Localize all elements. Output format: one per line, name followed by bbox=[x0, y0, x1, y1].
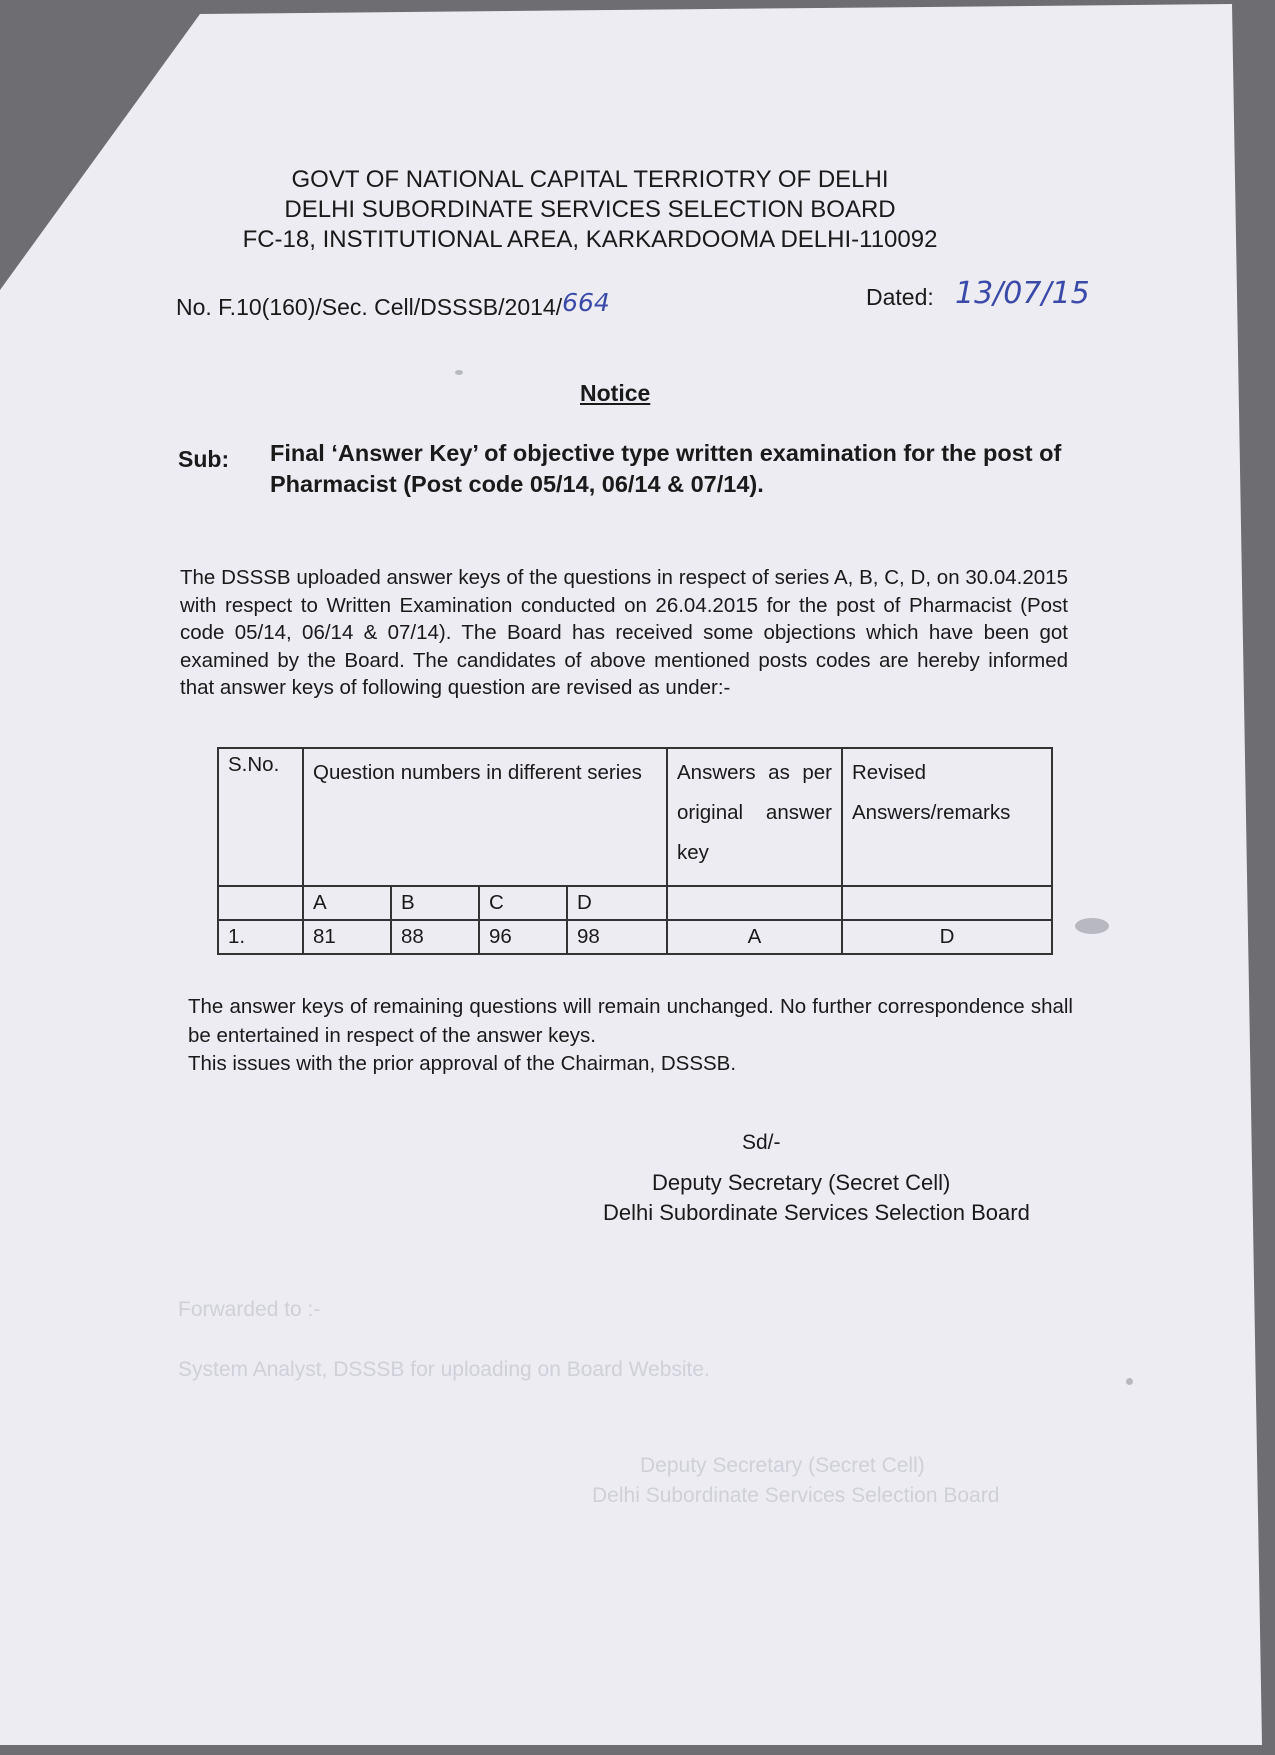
row-c: 96 bbox=[479, 920, 567, 954]
series-d: D bbox=[567, 886, 667, 920]
scan-speck bbox=[455, 370, 463, 375]
reference-number-handwritten: 664 bbox=[562, 288, 610, 317]
scan-speck bbox=[1075, 918, 1109, 934]
body-paragraph: The DSSSB uploaded answer keys of the questions in respect of series A, B, C, D, on 30.04.2015 with respect to Written Examination conducted on 26.04.2015 for the post of Pharmacist (Post code 05/14, 06/14 & 07/14). The Board has received some objections which have been got examined by the Board. The candidates of above mentioned posts codes are hereby informed that answer keys of following question are revised as under:- bbox=[180, 566, 1068, 699]
signature-organization: Delhi Subordinate Services Selection Board bbox=[603, 1200, 1030, 1225]
answer-key-table bbox=[217, 747, 1053, 955]
scan-speck bbox=[1126, 1378, 1133, 1385]
row-d: 98 bbox=[567, 920, 667, 954]
row-original: A bbox=[667, 920, 842, 954]
subject-text: Final ‘Answer Key’ of objective type written examination for the post of Pharmacist (Post code 05/14, 06/14 & 07/14). bbox=[270, 440, 1062, 497]
header-question-numbers: Question numbers in different series bbox=[303, 748, 667, 886]
header-revised: Revised Answers/remarks bbox=[842, 748, 1052, 886]
header-line-2: DELHI SUBORDINATE SERVICES SELECTION BOARD bbox=[284, 196, 896, 223]
table-row bbox=[218, 920, 1052, 954]
signature-sd: Sd/- bbox=[742, 1131, 781, 1154]
subject-label: Sub: bbox=[178, 446, 230, 472]
reference-prefix: No. F.10(160)/Sec. Cell/DSSSB/2014/ bbox=[176, 294, 563, 320]
row-revised: D bbox=[842, 920, 1052, 954]
series-b: B bbox=[391, 886, 479, 920]
bleed-through-designation: Deputy Secretary (Secret Cell) bbox=[640, 1454, 925, 1477]
reference-number bbox=[176, 288, 610, 321]
header-original-answers: Answers as per original answer key bbox=[667, 748, 842, 886]
closing-paragraph bbox=[188, 993, 1073, 1079]
row-b: 88 bbox=[391, 920, 479, 954]
header-sno: S.No. bbox=[218, 748, 303, 886]
bleed-through-system: System Analyst, DSSSB for uploading on Board Website. bbox=[178, 1358, 710, 1381]
table-header-row bbox=[218, 748, 1052, 886]
row-sno: 1. bbox=[218, 920, 303, 954]
header-line-1: GOVT OF NATIONAL CAPITAL TERRIOTRY OF DELHI bbox=[291, 166, 889, 193]
series-c: C bbox=[479, 886, 567, 920]
closing-line-2: This issues with the prior approval of the Chairman, DSSSB. bbox=[188, 1052, 737, 1075]
bleed-through-organization: Delhi Subordinate Services Selection Board bbox=[592, 1484, 1000, 1507]
closing-line-1: The answer keys of remaining questions will remain unchanged. No further correspondence shall be entertained in respect of the answer keys. bbox=[188, 995, 1073, 1047]
series-a: A bbox=[303, 886, 391, 920]
table-series-row bbox=[218, 886, 1052, 920]
signature-designation: Deputy Secretary (Secret Cell) bbox=[652, 1170, 951, 1195]
date-handwritten: 13/07/15 bbox=[955, 276, 1090, 311]
dated-label: Dated: bbox=[866, 284, 934, 310]
bleed-through-forwarded: Forwarded to :- bbox=[178, 1298, 321, 1321]
notice-title: Notice bbox=[580, 380, 651, 406]
header-line-3: FC-18, INSTITUTIONAL AREA, KARKARDOOMA DELHI-110092 bbox=[242, 226, 938, 253]
row-a: 81 bbox=[303, 920, 391, 954]
